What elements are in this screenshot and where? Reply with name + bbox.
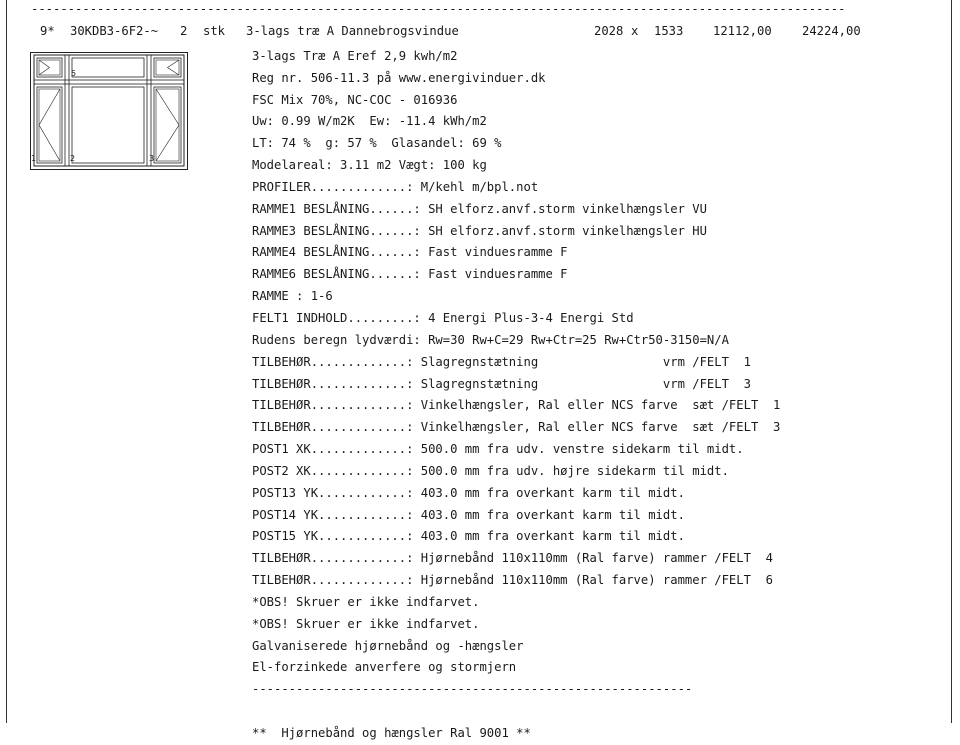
spec-line: Reg nr. 506-11.3 på www.energivinduer.dk bbox=[252, 70, 546, 85]
spec-line: POST15 YK............: 403.0 mm fra overkant karm til midt. bbox=[252, 529, 685, 544]
frame-label-3: 3 bbox=[149, 154, 155, 163]
spec-line: TILBEHØR.............: Vinkelhængsler, Ral eller NCS farve sæt /FELT 3 bbox=[252, 420, 781, 435]
spec-line: El-forzinkede anverfere og stormjern bbox=[252, 660, 517, 675]
height-value: 1533 bbox=[654, 24, 684, 38]
spec-line: POST13 YK............: 403.0 mm fra overkant karm til midt. bbox=[252, 485, 685, 500]
spec-line: Modelareal: 3.11 m2 Vægt: 100 kg bbox=[252, 158, 487, 173]
spec-line: FSC Mix 70%, NC-COC - 016936 bbox=[252, 92, 458, 107]
spec-line: RAMME : 1-6 bbox=[252, 289, 333, 304]
specification-lines bbox=[252, 24, 780, 745]
frame-label-5: 5 bbox=[71, 69, 77, 78]
spec-line: POST2 XK.............: 500.0 mm fra udv. højre sidekarm til midt. bbox=[252, 463, 729, 478]
width-value: 2028 bbox=[594, 24, 624, 38]
frame-label-2-top: 2 bbox=[70, 154, 76, 163]
unit-price: 12112,00 bbox=[713, 24, 772, 38]
top-separator: --------------------------------------------------------------------------------------------------------------- bbox=[31, 2, 846, 16]
spec-line: PROFILER.............: M/kehl m/bpl.not bbox=[252, 179, 539, 194]
quantity-unit: stk bbox=[203, 24, 226, 38]
spec-line: POST1 XK.............: 500.0 mm fra udv. venstre sidekarm til midt. bbox=[252, 442, 744, 457]
spec-line: RAMME4 BESLÅNING......: Fast vinduesramme F bbox=[252, 245, 568, 260]
spec-line: LT: 74 % g: 57 % Glasandel: 69 % bbox=[252, 136, 502, 151]
position-number: 9* bbox=[40, 24, 55, 38]
spec-line: TILBEHØR.............: Vinkelhængsler, Ral eller NCS farve sæt /FELT 1 bbox=[252, 398, 781, 413]
spec-line: TILBEHØR.............: Slagregnstætning vrm /FELT 3 bbox=[252, 376, 751, 391]
item-code: 30KDB3-6F2-~ bbox=[70, 24, 159, 38]
window-drawing bbox=[30, 52, 188, 170]
spec-line bbox=[252, 701, 780, 723]
spec-line: *OBS! Skruer er ikke indfarvet. bbox=[252, 594, 480, 609]
spec-line: ** Hjørnebånd og hængsler Ral 9001 ** bbox=[252, 726, 531, 740]
spec-line: Rudens beregn lydværdi: Rw=30 Rw+C=29 Rw+Ctr=25 Rw+Ctr50-3150=N/A bbox=[252, 332, 729, 347]
spec-line: TILBEHØR.............: Hjørnebånd 110x110mm (Ral farve) rammer /FELT 6 bbox=[252, 573, 773, 588]
spec-line: 3-lags Træ A Eref 2,9 kwh/m2 bbox=[252, 48, 458, 63]
spec-line: TILBEHØR.............: Slagregnstætning vrm /FELT 1 bbox=[252, 354, 751, 369]
total-price: 24224,00 bbox=[802, 24, 861, 38]
spec-line: RAMME1 BESLÅNING......: SH elforz.anvf.storm vinkelhængsler VU bbox=[252, 201, 707, 216]
spec-line: FELT1 INDHOLD.........: 4 Energi Plus-3-4 Energi Std bbox=[252, 310, 634, 325]
item-description: 3-lags træ A Dannebrogsvindue bbox=[246, 24, 459, 38]
document-page bbox=[6, 0, 952, 740]
spec-line: TILBEHØR.............: Hjørnebånd 110x110mm (Ral farve) rammer /FELT 4 bbox=[252, 551, 773, 566]
quantity: 2 bbox=[180, 24, 188, 38]
spec-line: Galvaniserede hjørnebånd og -hængsler bbox=[252, 638, 524, 653]
spec-line: POST14 YK............: 403.0 mm fra overkant karm til midt. bbox=[252, 507, 685, 522]
dimension-separator: x bbox=[631, 24, 639, 38]
spec-line: RAMME6 BESLÅNING......: Fast vinduesramme F bbox=[252, 267, 568, 282]
spec-line: ------------------------------------------------------------ bbox=[252, 682, 693, 697]
spec-line: RAMME3 BESLÅNING......: SH elforz.anvf.storm vinkelhængsler HU bbox=[252, 223, 707, 238]
spec-line: Uw: 0.99 W/m2K Ew: -11.4 kWh/m2 bbox=[252, 114, 487, 129]
spec-line: *OBS! Skruer er ikke indfarvet. bbox=[252, 616, 480, 631]
frame-label-1: 1 bbox=[31, 154, 37, 163]
